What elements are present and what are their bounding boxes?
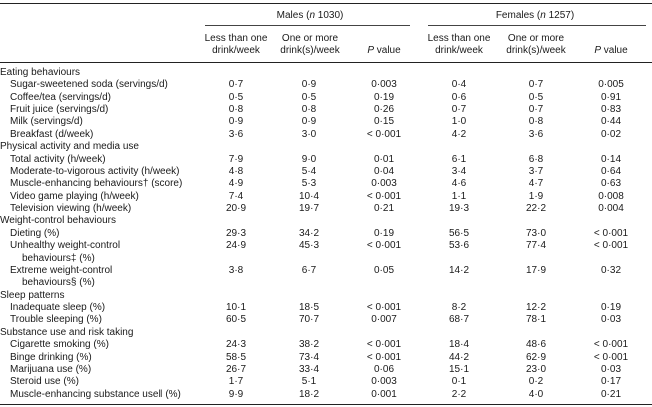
table-row <box>0 352 652 364</box>
females-more-value: 1·9 <box>528 190 544 202</box>
section-header-row <box>0 215 652 227</box>
females-p-value: 0·03 <box>600 363 621 375</box>
males-less-value: 7·4 <box>228 190 244 202</box>
row-label: Muscle-enhancing substance use‖ (%) <box>10 388 181 400</box>
col-header-males-p: P value <box>367 45 401 56</box>
females-more-value: 4·0 <box>528 388 544 400</box>
table-row <box>0 166 652 178</box>
table-row <box>0 203 652 215</box>
table-row <box>0 116 652 128</box>
females-p-value: 0·02 <box>600 128 621 140</box>
row-label: behaviours§ (%) <box>22 277 95 289</box>
females-more-value: 48·6 <box>525 339 546 351</box>
col-header-females-p: P value <box>594 45 628 56</box>
males-p-value: 0·003 <box>371 79 397 91</box>
table-bottom-rule <box>0 404 652 405</box>
row-label: Extreme weight-control <box>10 264 113 276</box>
males-p-value: < 0·001 <box>366 240 402 252</box>
males-less-value: 7·9 <box>228 153 244 165</box>
females-less-value: 0·1 <box>451 376 467 388</box>
females-more-value: 22·2 <box>525 203 546 215</box>
females-p-value: 0·83 <box>600 104 621 116</box>
males-p-value: < 0·001 <box>366 302 402 314</box>
males-less-value: 26·7 <box>225 363 246 375</box>
females-p-value: 0·17 <box>600 376 621 388</box>
males-less-value: 20·9 <box>225 203 246 215</box>
table-row <box>0 104 652 116</box>
females-less-value: 15·1 <box>448 363 469 375</box>
females-p-value: 0·64 <box>600 165 621 177</box>
females-less-value: 56·5 <box>448 227 469 239</box>
table-top-rule <box>0 3 652 4</box>
col-header-males-more: One or more drink(s)/week <box>280 33 340 56</box>
females-more-value: 23·0 <box>525 363 546 375</box>
females-p-value: < 0·001 <box>593 339 629 351</box>
females-less-value: 18·4 <box>448 339 469 351</box>
males-p-value: 0·21 <box>373 203 394 215</box>
females-p-value: 0·63 <box>600 178 621 190</box>
males-more-value: 0·9 <box>301 116 317 128</box>
table-row <box>0 265 652 277</box>
table-row <box>0 376 652 388</box>
males-more-value: 10·4 <box>298 190 319 202</box>
row-label: Sugar-sweetened soda (servings/d) <box>10 79 168 91</box>
section-label: Eating behaviours <box>0 67 81 78</box>
females-less-value: 44·2 <box>448 351 469 363</box>
males-less-value: 29·3 <box>225 227 246 239</box>
row-label: Milk (servings/d) <box>10 116 83 128</box>
females-more-value: 4·7 <box>528 178 544 190</box>
males-p-value: 0·003 <box>371 178 397 190</box>
females-less-value: 4·2 <box>451 128 467 140</box>
males-p-value: 0·19 <box>373 91 394 103</box>
row-label: Unhealthy weight-control <box>10 240 121 252</box>
females-p-value: 0·03 <box>600 314 621 326</box>
table-row <box>0 389 652 401</box>
row-label: Steroid use (%) <box>10 376 79 388</box>
males-p-value: < 0·001 <box>366 190 402 202</box>
females-less-value: 3·4 <box>451 165 467 177</box>
females-less-value: 0·4 <box>451 79 467 91</box>
females-more-value: 78·1 <box>525 314 546 326</box>
females-p-value: 0·008 <box>598 190 624 202</box>
row-label: Coffee/tea (servings/d) <box>10 91 111 103</box>
row-label: Muscle-enhancing behaviours† (score) <box>10 178 183 190</box>
col-header-females-more: One or more drink(s)/week <box>506 33 566 56</box>
row-label: Dieting (%) <box>10 227 60 239</box>
females-group-rule <box>428 25 646 26</box>
males-less-value: 58·5 <box>225 351 246 363</box>
males-more-value: 6·7 <box>301 264 317 276</box>
row-label: Trouble sleeping (%) <box>10 314 102 326</box>
females-p-value: 0·44 <box>600 116 621 128</box>
males-less-value: 0·5 <box>228 91 244 103</box>
males-more-value: 0·9 <box>301 79 317 91</box>
header-bottom-rule <box>0 62 652 63</box>
males-p-value: < 0·001 <box>366 339 402 351</box>
males-p-value: 0·007 <box>371 314 397 326</box>
males-p-value: 0·26 <box>373 104 394 116</box>
females-less-value: 2·2 <box>451 388 467 400</box>
females-less-value: 14·2 <box>448 264 469 276</box>
females-more-value: 0·7 <box>528 79 544 91</box>
row-label: Television viewing (h/week) <box>10 203 132 215</box>
females-more-value: 0·2 <box>528 376 544 388</box>
males-more-value: 0·8 <box>301 104 317 116</box>
section-header-row <box>0 141 652 153</box>
row-label: Moderate-to-vigorous activity (h/week) <box>10 165 180 177</box>
section-header-row <box>0 67 652 79</box>
females-p-value: 0·32 <box>600 264 621 276</box>
females-more-value: 77·4 <box>525 240 546 252</box>
section-label: Substance use and risk taking <box>0 326 134 338</box>
males-less-value: 1·7 <box>228 376 244 388</box>
table-row <box>0 191 652 203</box>
females-p-value: 0·91 <box>600 91 621 103</box>
males-more-value: 18·2 <box>298 388 319 400</box>
table-row <box>0 364 652 376</box>
females-more-value: 0·5 <box>528 91 544 103</box>
males-less-value: 3·8 <box>228 264 244 276</box>
males-more-value: 45·3 <box>298 240 319 252</box>
col-header-males-less: Less than one drink/week <box>204 33 268 56</box>
males-more-value: 34·2 <box>298 227 319 239</box>
section-header-row <box>0 327 652 339</box>
males-group-header: Males (n 1030) <box>276 10 344 21</box>
females-less-value: 1·1 <box>451 190 467 202</box>
males-group-rule <box>205 25 410 26</box>
table-row <box>0 92 652 104</box>
females-less-value: 0·6 <box>451 91 467 103</box>
females-more-value: 17·9 <box>525 264 546 276</box>
males-more-value: 70·7 <box>298 314 319 326</box>
label-continuation-row <box>0 253 652 265</box>
females-more-value: 6·8 <box>528 153 544 165</box>
table-row <box>0 178 652 190</box>
row-label: Marijuana use (%) <box>10 363 92 375</box>
males-p-value: 0·001 <box>371 388 397 400</box>
row-label: Video game playing (h/week) <box>10 190 139 202</box>
females-p-value: 0·14 <box>600 153 621 165</box>
females-p-value: < 0·001 <box>593 240 629 252</box>
section-label: Weight-control behaviours <box>0 215 116 227</box>
table-row <box>0 240 652 252</box>
males-less-value: 24·9 <box>225 240 246 252</box>
males-less-value: 10·1 <box>225 302 246 314</box>
males-p-value: 0·06 <box>373 363 394 375</box>
males-less-value: 4·8 <box>228 165 244 177</box>
males-more-value: 5·3 <box>301 178 317 190</box>
males-p-value: 0·19 <box>373 227 394 239</box>
females-less-value: 68·7 <box>448 314 469 326</box>
label-continuation-row <box>0 277 652 289</box>
females-more-value: 0·8 <box>528 116 544 128</box>
section-label: Physical activity and media use <box>0 141 139 153</box>
males-p-value: 0·003 <box>371 376 397 388</box>
females-less-value: 19·3 <box>448 203 469 215</box>
males-less-value: 24·3 <box>225 339 246 351</box>
males-less-value: 60·5 <box>225 314 246 326</box>
males-p-value: < 0·001 <box>366 128 402 140</box>
table-row <box>0 314 652 326</box>
females-less-value: 53·6 <box>448 240 469 252</box>
table-row <box>0 302 652 314</box>
females-p-value: 0·21 <box>600 388 621 400</box>
females-p-value: < 0·001 <box>593 227 629 239</box>
table-row <box>0 154 652 166</box>
males-more-value: 0·5 <box>301 91 317 103</box>
females-more-value: 3·7 <box>528 165 544 177</box>
males-p-value: 0·15 <box>373 116 394 128</box>
males-p-value: 0·04 <box>373 165 394 177</box>
females-more-value: 73·0 <box>525 227 546 239</box>
females-less-value: 8·2 <box>451 302 467 314</box>
males-p-value: 0·01 <box>373 153 394 165</box>
row-label: Total activity (h/week) <box>10 153 106 165</box>
females-less-value: 0·7 <box>451 104 467 116</box>
males-more-value: 33·4 <box>298 363 319 375</box>
table-row <box>0 79 652 91</box>
males-more-value: 9·0 <box>301 153 317 165</box>
section-label: Sleep patterns <box>0 289 65 301</box>
males-less-value: 0·9 <box>228 116 244 128</box>
females-less-value: 4·6 <box>451 178 467 190</box>
females-more-value: 62·9 <box>525 351 546 363</box>
females-p-value: 0·004 <box>598 203 624 215</box>
row-label: Breakfast (d/week) <box>10 128 94 140</box>
col-header-females-less: Less than one drink/week <box>427 33 491 56</box>
males-more-value: 38·2 <box>298 339 319 351</box>
row-label: Binge drinking (%) <box>10 351 92 363</box>
males-less-value: 9·9 <box>228 388 244 400</box>
females-p-value: 0·19 <box>600 302 621 314</box>
table-row <box>0 339 652 351</box>
section-header-row <box>0 290 652 302</box>
males-more-value: 5·4 <box>301 165 317 177</box>
males-more-value: 5·1 <box>301 376 317 388</box>
males-more-value: 19·7 <box>298 203 319 215</box>
row-label: behaviours‡ (%) <box>22 252 95 264</box>
row-label: Inadequate sleep (%) <box>10 302 106 314</box>
males-less-value: 0·7 <box>228 79 244 91</box>
males-p-value: < 0·001 <box>366 351 402 363</box>
females-less-value: 1·0 <box>451 116 467 128</box>
males-less-value: 4·9 <box>228 178 244 190</box>
females-p-value: 0·005 <box>598 79 624 91</box>
males-more-value: 73·4 <box>298 351 319 363</box>
males-p-value: 0·05 <box>373 264 394 276</box>
females-less-value: 6·1 <box>451 153 467 165</box>
row-label: Cigarette smoking (%) <box>10 339 109 351</box>
males-more-value: 18·5 <box>298 302 319 314</box>
table-row <box>0 228 652 240</box>
males-more-value: 3·0 <box>301 128 317 140</box>
females-more-value: 12·2 <box>525 302 546 314</box>
males-less-value: 0·8 <box>228 104 244 116</box>
females-p-value: < 0·001 <box>593 351 629 363</box>
females-more-value: 3·6 <box>528 128 544 140</box>
table-row <box>0 129 652 141</box>
males-less-value: 3·6 <box>228 128 244 140</box>
row-label: Fruit juice (servings/d) <box>10 104 109 116</box>
females-more-value: 0·7 <box>528 104 544 116</box>
females-group-header: Females (n 1257) <box>495 10 575 21</box>
